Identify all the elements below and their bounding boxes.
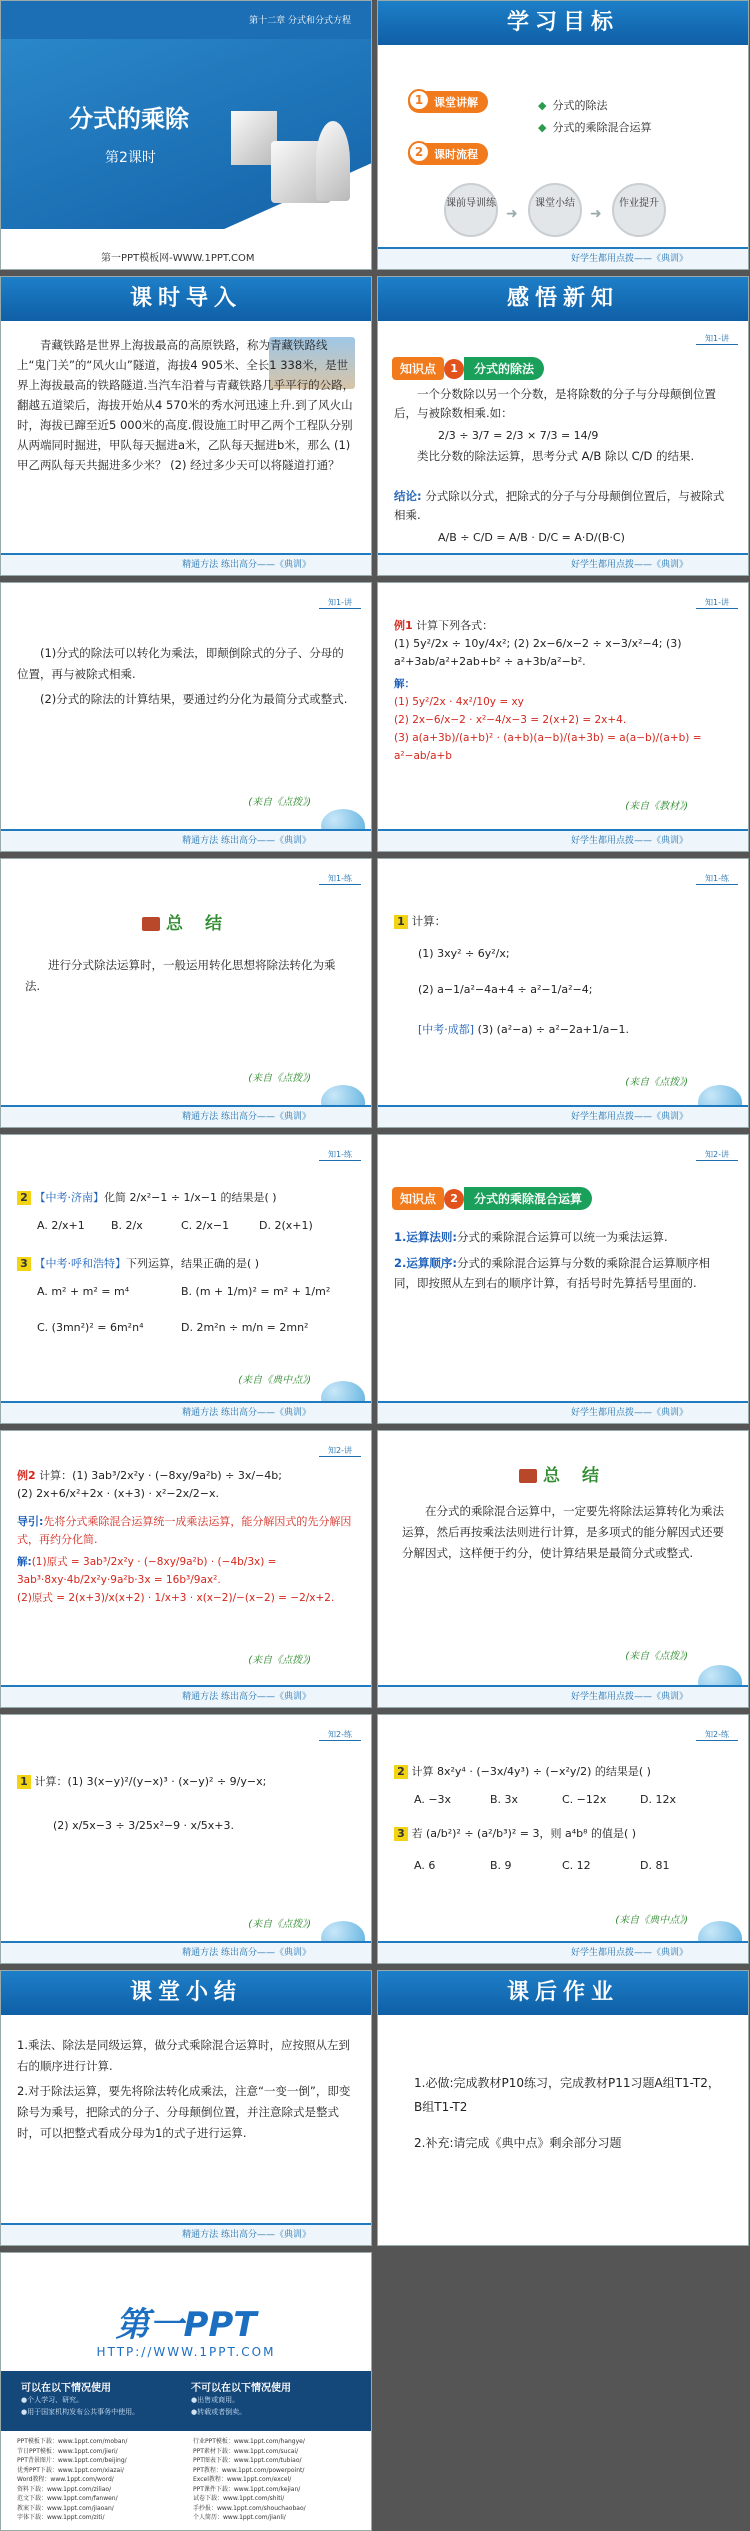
example-2-hint: 导引:先将分式乘除混合运算统一成乘法运算，能分解因式的先分解因式，再约分化简. [17, 1515, 352, 1546]
exercise-slide-2 [0, 1714, 372, 1964]
explain-p2: (2)分式的除法的计算结果，要通过约分化为最简分式或整式. [40, 692, 348, 706]
slide-footer: 好学生都用点拨——《典训》 [378, 1941, 748, 1963]
can-use-1: ●个人学习、研究。 [21, 2396, 84, 2404]
intro-text: 青藏铁路是世界上海拔最高的高原铁路，称为青藏铁路线上“鬼门关”的“风火山”隧道，海拔4 905米、全长1 338米，是世界上海拔最高的铁路隧道.当汽车沿着与青藏铁路几乎平行的公路，翻越五道梁后，海拔开始从4 570米的秀水河迅速上升.到了风火山时，海拔已蹿至近5 000米的高度.假设施工时甲乙两个工程队分别从两端同时掘进，甲队每天掘进a米，乙队每天掘进b米，那么 (1) 甲乙两队每天共掘进多少米？ (2) 经过多少天可以将隧道打通？ [17, 338, 355, 472]
intro-slide [0, 276, 372, 576]
source-note: (来自《点拨》) [248, 797, 311, 808]
book-icon [142, 917, 160, 931]
class-summary-p2: 2.对于除法运算，要先将除法转化成乘法，注意“一变一倒”，即变除号为乘号，把除式的分子、分母颠倒位置，并注意除式是整式时，可以把整式看成分母为1的式子进行运算. [17, 2084, 351, 2140]
mc-q2-opt-b: B. 3x [490, 1793, 519, 1806]
example-1-slide [377, 582, 749, 852]
page-tag: 知2-讲 [696, 1149, 738, 1161]
example-2-slide [0, 1430, 372, 1708]
flow-step-3: 作业提升 [612, 183, 666, 237]
summary-slide-2 [377, 1430, 749, 1708]
link-item[interactable]: 资料下载：www.1ppt.com/ziliao/ [17, 2485, 112, 2493]
exercise-slide-1 [377, 858, 749, 1128]
flow-step-2: 课堂小结 [528, 183, 582, 237]
goal-pill-2: 2 课时流程 [408, 143, 488, 165]
mc-q3-opt-c: C. (3mn²)² = 6m²n⁴ [37, 1321, 144, 1334]
mc-q2-opt-a: A. 2/x+1 [37, 1219, 85, 1232]
slide-footer: 好学生都用点拨——《典训》 [378, 247, 748, 269]
summary-title: 总 结 [378, 1461, 748, 1486]
mc-q3-opt-d: D. 2m²n ÷ m/n = 2mn² [181, 1321, 309, 1334]
summary-title: 总 结 [1, 909, 371, 934]
slide-footer: 精通方法 练出高分——《典训》 [1, 1941, 371, 1963]
summary-text: 进行分式除法运算时，一般运用转化思想将除法转化为乘法. [25, 958, 336, 993]
brand-info-bar [1, 2371, 371, 2431]
page-tag: 知1-练 [319, 1149, 361, 1161]
mc-q3: 3 若 (a/b²)² ÷ (a²/b³)² = 3，则 a⁴b⁸ 的值是( ) [394, 1823, 732, 1844]
goal-item-2: ◆ 分式的乘除混合运算 [538, 119, 651, 135]
kp-formula-1: 2/3 ÷ 3/7 = 2/3 × 7/3 = 14/9 [438, 429, 599, 442]
choice-slide-1 [0, 1134, 372, 1424]
kp-rule-2: 2.运算顺序:分式的乘除混合运算与分数的乘除混合运算顺序相同，即按照从左到右的顺序计算，有括号时先算括号里面的. [394, 1256, 710, 1290]
source-note: (来自《典中点》) [238, 1375, 311, 1386]
can-use-title: 可以在以下情况使用 [21, 2383, 111, 2394]
homework-p1: 1.必做:完成教材P10练习，完成教材P11习题A组T1-T2，B组T1-T2 [414, 2076, 720, 2114]
geometry-cylinder [316, 121, 350, 201]
kp-heading: 知识点 2 分式的乘除混合运算 [392, 1187, 592, 1210]
slide-banner: 学习目标 [378, 1, 748, 45]
page-tag: 知1-练 [319, 873, 361, 885]
page-tag: 知2-练 [319, 1729, 361, 1741]
page-tag: 知2-讲 [319, 1445, 361, 1457]
link-item[interactable]: 节日PPT模板：www.1ppt.com/jieri/ [17, 2447, 118, 2455]
links-left [17, 2437, 187, 2523]
link-item[interactable]: PPT课件下载：www.1ppt.com/kejian/ [193, 2485, 301, 2493]
class-summary-p1: 1.乘法、除法是同级运算，做分式乘除混合运算时，应按照从左到右的顺序进行计算. [17, 2038, 350, 2073]
slide-footer: 精通方法 练出高分——《典训》 [1, 2223, 371, 2245]
link-item[interactable]: 个人简历：www.1ppt.com/jianli/ [193, 2514, 286, 2521]
kp-formula-2: A/B ÷ C/D = A/B · D/C = A·D/(B·C) [438, 531, 625, 544]
link-item[interactable]: 字体下载：www.1ppt.com/ziti/ [17, 2514, 105, 2521]
mc-q2-opt-c: C. −12x [562, 1793, 607, 1806]
link-item[interactable]: 范文下载：www.1ppt.com/fanwen/ [17, 2495, 118, 2502]
watermark: 第一PPT模板网-WWW.1PPT.COM [101, 253, 255, 264]
book-icon [519, 1469, 537, 1483]
slide-footer: 精通方法 练出高分——《典训》 [1, 1401, 371, 1423]
brand-logo: 第一PPT [115, 2305, 257, 2345]
slide-footer: 好学生都用点拨——《典训》 [378, 829, 748, 851]
link-item[interactable]: 试卷下载：www.1ppt.com/shiti/ [193, 2495, 285, 2502]
source-note: (来自《点拨》) [625, 1077, 688, 1088]
page-tag: 知1-讲 [696, 597, 738, 609]
page-tag: 知1-讲 [319, 597, 361, 609]
knowledge-slide-1 [377, 276, 749, 576]
source-note: (来自《点拨》) [625, 1651, 688, 1662]
link-item[interactable]: PPT素材下载：www.1ppt.com/sucai/ [193, 2447, 299, 2455]
mc-q3-opt-b: B. 9 [490, 1859, 512, 1872]
exercise-q2: (2) x/5x−3 ÷ 3/25x²−9 · x/5x+3. [53, 1819, 234, 1832]
slide-footer: 好学生都用点拨——《典训》 [378, 1401, 748, 1423]
page-tag: 知2-练 [696, 1729, 738, 1741]
link-item[interactable]: PPT背景图片：www.1ppt.com/beijing/ [17, 2457, 127, 2464]
slide-footer: 精通方法 练出高分——《典训》 [1, 1685, 371, 1707]
mc-q3-opt-a: A. 6 [414, 1859, 436, 1872]
exercise-lead: 1 计算： [394, 911, 732, 932]
kp-rule-1: 1.运算法则:分式的乘除混合运算可以统一为乘法运算. [394, 1230, 668, 1244]
link-item[interactable]: PPT图表下载：www.1ppt.com/tubiao/ [193, 2457, 302, 2464]
mc-q2-opt-d: D. 12x [640, 1793, 676, 1806]
slide-footer: 精通方法 练出高分——《典训》 [1, 553, 371, 575]
page-tag: 知1-练 [696, 873, 738, 885]
brand-url: HTTP://WWW.1PPT.COM [96, 2345, 276, 2359]
mc-q2-opt-d: D. 2(x+1) [259, 1219, 313, 1232]
explain-p1: (1)分式的除法可以转化为乘法，即颠倒除式的分子、分母的位置，再与被除式相乘. [17, 646, 344, 681]
mc-q3-opt-a: A. m² + m² = m⁴ [37, 1285, 130, 1298]
link-item[interactable]: Word教程：www.1ppt.com/word/ [17, 2476, 114, 2483]
exercise-q1: 1 计算：(1) 3(x−y)²/(y−x)³ · (x−y)² ÷ 9/y−x; [17, 1771, 355, 1792]
goal-pill-1: 1 课堂讲解 [408, 91, 488, 113]
link-item[interactable]: 教案下载：www.1ppt.com/jiaoan/ [17, 2504, 114, 2512]
source-note: (来自《点拨》) [248, 1655, 311, 1666]
mc-q3-opt-b: B. (m + 1/m)² = m² + 1/m² [181, 1285, 331, 1298]
example-2-question: 例2 计算：(1) 3ab³/2x²y · (−8xy/9a²b) ÷ 3x/−4b; (2) 2x+6/x²+2x · (x+3) · x²−2x/2−x. [17, 1469, 282, 1500]
mc-q2-opt-c: C. 2/x−1 [181, 1219, 230, 1232]
links-right [193, 2437, 363, 2523]
source-note: (来自《点拨》) [248, 1919, 311, 1930]
exercise-q3: [中考·成都] (3) (a²−a) ÷ a²−2a+1/a−1. [418, 1023, 630, 1036]
slide-footer: 好学生都用点拨——《典训》 [378, 553, 748, 575]
summary-slide-1 [0, 858, 372, 1128]
explain-slide [0, 582, 372, 852]
exercise-q2: (2) a−1/a²−4a+4 ÷ a²−1/a²−4; [418, 983, 593, 996]
slide-footer: 精通方法 练出高分——《典训》 [1, 829, 371, 851]
cannot-use-1: ●出售或商用。 [191, 2396, 240, 2404]
knowledge-slide-2 [377, 1134, 749, 1424]
mc-q3-opt-c: C. 12 [562, 1859, 591, 1872]
choice-slide-2 [377, 1714, 749, 1964]
slide-subtitle: 第2课时 [105, 150, 156, 166]
link-item[interactable]: 手抄报：www.1ppt.com/shouchaobao/ [193, 2504, 306, 2512]
kp-conclusion: 结论: 分式除以分式，把除式的分子与分母颠倒位置后，与被除式相乘. [394, 489, 725, 522]
slide-banner: 感悟新知 [378, 277, 748, 321]
mc-q2: 2 【中考·济南】化简 2/x²−1 ÷ 1/x−1 的结果是( ) [17, 1187, 355, 1208]
cannot-use-2: ●转载或者倒卖。 [191, 2408, 247, 2416]
homework-slide [377, 1970, 749, 2246]
example-1-solution: 解： (1) 5y²/2x · 4x²/10y = xy (2) 2x−6/x−2 · x²−4/x−3 = 2(x+2) = 2x+4. (3) a(a+3b)/(a+b)² · (a+b)(a−b)/(a+3b) = a(a−b)/(a+b) = a²−ab/a+b [394, 678, 702, 762]
source-note: (来自《点拨》) [248, 1073, 311, 1084]
source-note: (来自《典中点》) [615, 1915, 688, 1926]
flow-arrow-icon: ➜ [506, 206, 518, 222]
chapter-header: 第十二章 分式和分式方程 [1, 1, 371, 39]
link-item[interactable]: Excel教程：www.1ppt.com/excel/ [193, 2476, 292, 2483]
link-item[interactable]: 行业PPT模板：www.1ppt.com/hangye/ [193, 2438, 305, 2445]
link-item[interactable]: 优秀PPT下载：www.1ppt.com/xiazai/ [17, 2466, 124, 2474]
flow-step-1: 课前导训练 [444, 183, 498, 237]
example-1-question: 例1 计算下列各式： (1) 5y²/2x ÷ 10y/4x²; (2) 2x−6/x−2 ÷ x−3/x²−4; (3) a²+3ab/a²+2ab+b² ÷ a+3b/a²−b². [394, 619, 682, 668]
link-item[interactable]: PPT模板下载：www.1ppt.com/moban/ [17, 2438, 128, 2445]
title-slide [0, 0, 372, 270]
source-note: (来自《教材》) [625, 801, 688, 812]
can-use-2: ●用于国家机构发布公共事务中使用。 [21, 2408, 140, 2416]
slide-footer: 好学生都用点拨——《典训》 [378, 1105, 748, 1127]
cannot-use-title: 不可以在以下情况使用 [191, 2383, 291, 2394]
kp-heading: 知识点 1 分式的除法 [392, 357, 544, 380]
slide-banner: 课时导入 [1, 277, 371, 321]
kp-text-2: 类比分数的除法运算，思考分式 A/B 除以 C/D 的结果. [417, 449, 695, 463]
summary-text: 在分式的乘除混合运算中，一定要先将除法运算转化为乘法运算，然后再按乘法法则进行计算，是多项式的能分解因式还要分解因式，这样便于约分，使计算结果是最简分式或整式. [402, 1504, 724, 1560]
slide-banner: 课后作业 [378, 1971, 748, 2015]
link-item[interactable]: PPT教程：www.1ppt.com/powerpoint/ [193, 2466, 305, 2474]
mc-q3-opt-d: D. 81 [640, 1859, 670, 1872]
mc-q2-opt-b: B. 2/x [111, 1219, 143, 1232]
flow-arrow-icon: ➜ [590, 206, 602, 222]
page-tag: 知1-讲 [696, 333, 738, 345]
mc-q3: 3 【中考·呼和浩特】下列运算，结果正确的是( ) [17, 1253, 355, 1274]
slide-title: 分式的乘除 [69, 105, 189, 133]
kp-text-1: 一个分数除以另一个分数，是将除数的分子与分母颠倒位置后，与被除数相乘.如： [394, 387, 716, 420]
homework-p2: 2.补充:请完成《典中点》剩余部分习题 [414, 2136, 622, 2150]
goals-slide [377, 0, 749, 270]
mc-q2-opt-a: A. −3x [414, 1793, 452, 1806]
goal-item-1: ◆ 分式的除法 [538, 97, 607, 113]
example-2-solution: 解:(1)原式 = 3ab³/2x²y · (−8xy/9a²b) · (−4b/3x) = 3ab³·8xy·4b/2x²y·9a²b·3x = 16b³/9ax². (2)原式 = 2(x+3)/x(x+2) · 1/x+3 · x(x−2)/−(x−2) = −2/x+2. [17, 1556, 335, 1604]
exercise-q1: (1) 3xy² ÷ 6y²/x; [418, 947, 510, 960]
slide-footer: 精通方法 练出高分——《典训》 [1, 1105, 371, 1127]
slide-footer: 好学生都用点拨——《典训》 [378, 1685, 748, 1707]
slide-banner: 课堂小结 [1, 1971, 371, 2015]
brand-slide [0, 2252, 372, 2531]
mc-q2: 2 计算 8x²y⁴ · (−3x/4y³) ÷ (−x²y/2) 的结果是( ) [394, 1761, 732, 1782]
class-summary-slide [0, 1970, 372, 2246]
